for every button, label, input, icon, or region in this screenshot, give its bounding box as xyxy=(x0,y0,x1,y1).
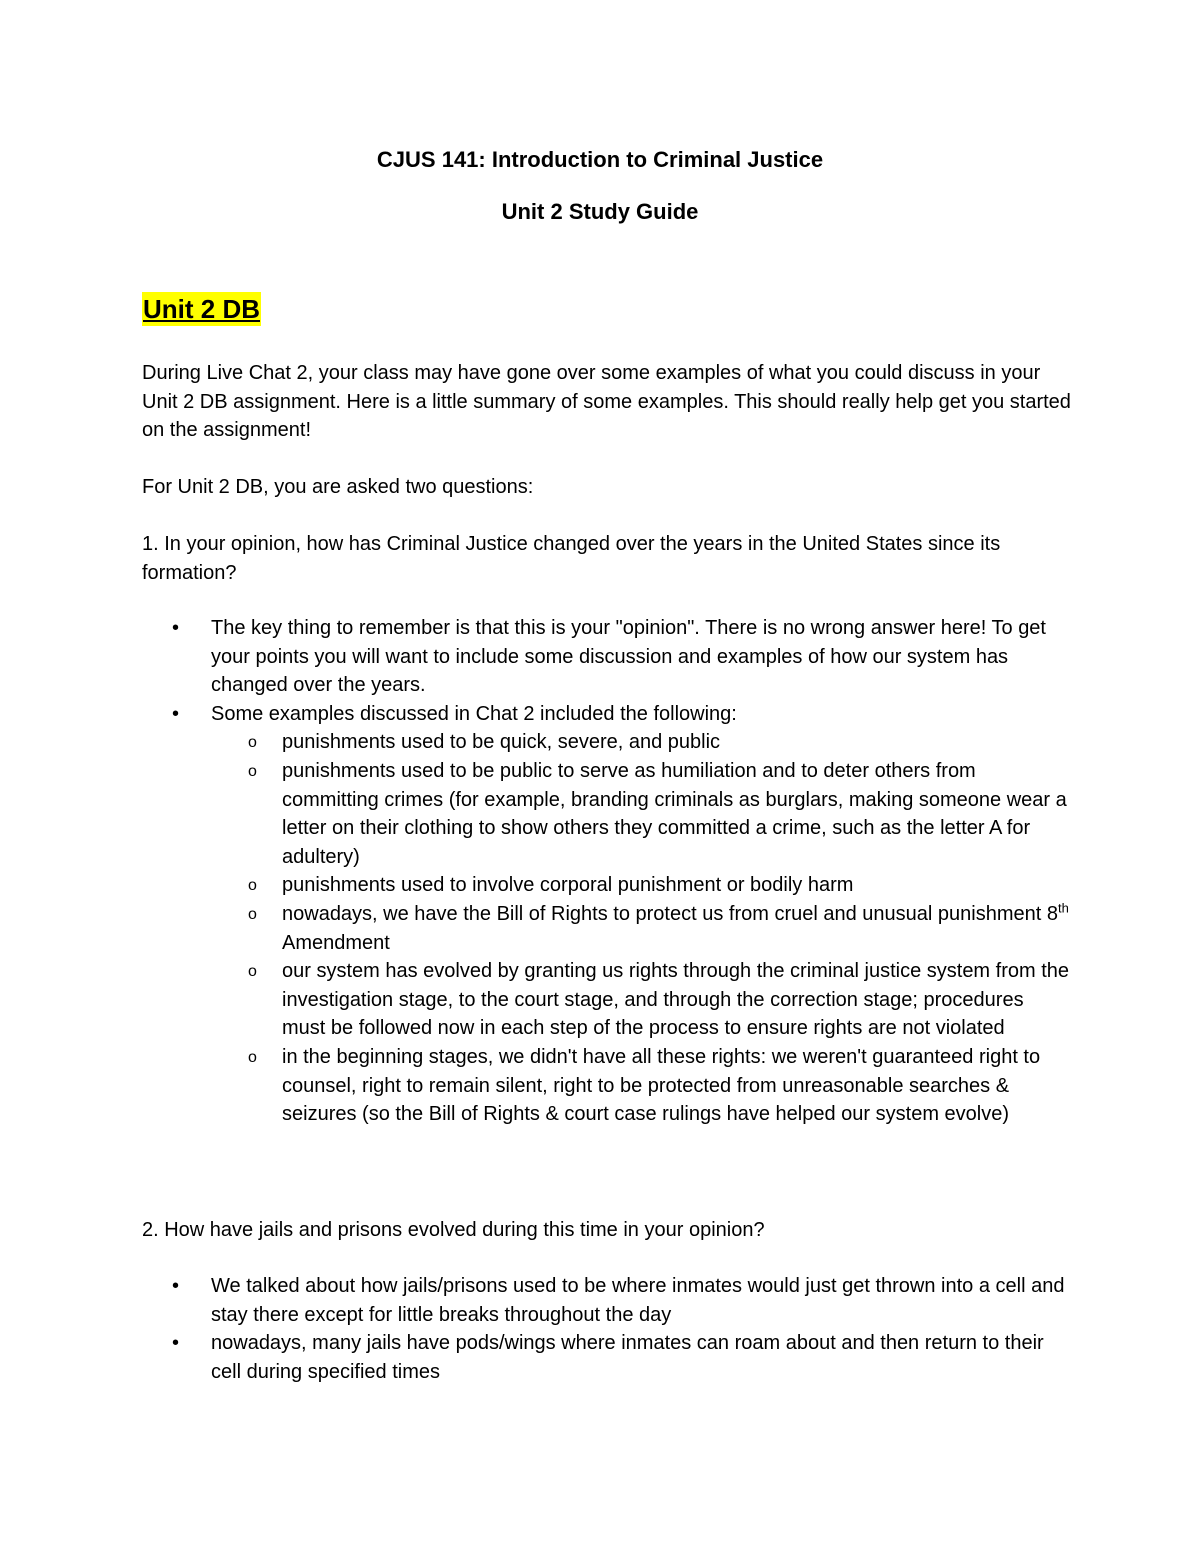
section-heading-unit2-db: Unit 2 DB xyxy=(143,294,260,324)
sub-list-item xyxy=(248,1043,1072,1129)
list-item xyxy=(0,614,1071,700)
ordinal-superscript: th xyxy=(1058,900,1069,916)
course-title: CJUS 141: Introduction to Criminal Justice xyxy=(376,147,824,172)
bullet-text: We talked about how jails/prisons used to be where inmates would just get thrown into a cell and stay there except for little breaks throughout the day xyxy=(211,1275,1065,1326)
list-item xyxy=(0,1272,1071,1329)
hollow-bullet-icon: o xyxy=(248,762,257,780)
hollow-bullet-icon: o xyxy=(248,963,257,981)
sub-list-item xyxy=(248,871,1072,900)
sub-list-item xyxy=(248,957,1072,1043)
sub-list-item xyxy=(248,728,1072,757)
sub-list-item xyxy=(248,900,1072,957)
question-1: 1. In your opinion, how has Criminal Justice changed over the years in the United States since its formation? xyxy=(142,533,1001,584)
sub-bullet-text-after: Amendment xyxy=(282,931,390,954)
bullet-text: The key thing to remember is that this is your "opinion". There is no wrong answer here! To get your points you will want to include some discussion and examples of how our system has changed over the years. xyxy=(211,617,1046,697)
sub-list-item xyxy=(248,757,1072,871)
question-2-bullet-list xyxy=(0,1272,1200,1386)
bullet-icon: • xyxy=(172,1275,180,1297)
bullet-icon: • xyxy=(172,617,180,639)
sub-bullet-text: our system has evolved by granting us rights through the criminal justice system from the investigation stage, to the court stage, and through the correction stage; procedures must be followed now in each step of the process to ensure rights are not violated xyxy=(282,960,1070,1040)
sub-bullet-text-before: nowadays, we have the Bill of Rights to protect us from cruel and unusual punishment 8 xyxy=(282,902,1058,925)
hollow-bullet-icon: o xyxy=(248,1048,257,1066)
question-2: 2. How have jails and prisons evolved during this time in your opinion? xyxy=(142,1219,765,1241)
bullet-icon: • xyxy=(172,702,180,725)
sub-bullet-text: in the beginning stages, we didn't have all these rights: we weren't guaranteed right to counsel, right to remain silent, right to be protected from unreasonable searches & seizures (so the Bill of Rights & court case rulings have helped our system evolve) xyxy=(282,1045,1041,1126)
guide-title: Unit 2 Study Guide xyxy=(501,199,699,224)
hollow-bullet-icon: o xyxy=(248,905,257,923)
list-item xyxy=(0,1329,1071,1386)
list-item xyxy=(0,700,1071,1129)
bullet-text: nowadays, many jails have pods/wings where inmates can roam about and then return to their cell during specified times xyxy=(211,1332,1044,1383)
sub-bullet-list xyxy=(211,728,1071,1128)
sub-bullet-text: punishments used to be quick, severe, and public xyxy=(282,731,721,754)
sub-bullet-text: punishments used to be public to serve as humiliation and to deter others from committing crimes (for example, branding criminals as burglars, making someone wear a letter on their clothing to show others they committed a crime, such as the letter A for adultery) xyxy=(282,759,1067,868)
sub-bullet-text: punishments used to involve corporal punishment or bodily harm xyxy=(282,874,854,897)
hollow-bullet-icon: o xyxy=(248,877,257,895)
lead-line: For Unit 2 DB, you are asked two questions: xyxy=(142,476,534,498)
hollow-bullet-icon: o xyxy=(248,734,257,752)
question-1-bullet-list xyxy=(0,614,1200,1129)
bullet-icon: • xyxy=(172,1332,180,1355)
intro-paragraph: During Live Chat 2, your class may have gone over some examples of what you could discuss in your Unit 2 DB assignment. Here is a little summary of some examples. This should really help get you started on the assignment! xyxy=(142,362,1071,442)
bullet-text: Some examples discussed in Chat 2 included the following: xyxy=(211,702,737,725)
